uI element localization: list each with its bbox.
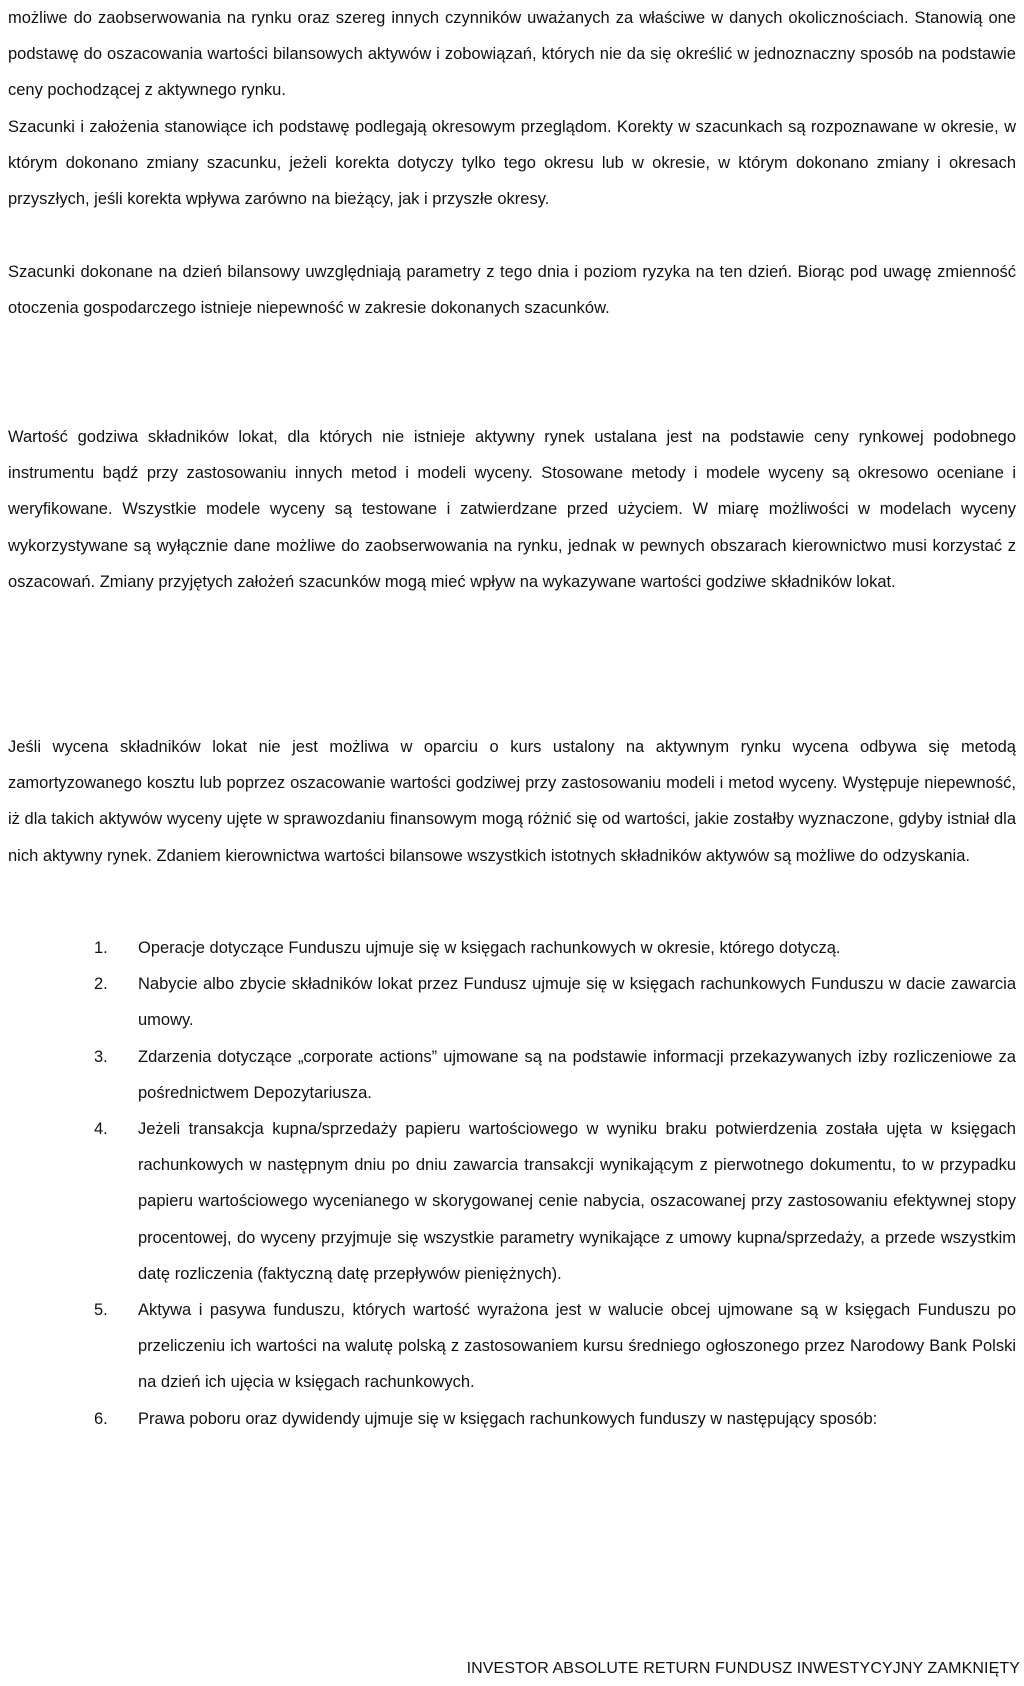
- list-item-text: Jeżeli transakcja kupna/sprzedaży papieru wartościowego w wyniku braku potwierdzenia została ujęta w księgach rachunkowych w następnym dniu po dniu zawarcia transakcji wynikającym z pierwotnego dokumentu, to w przypadku papieru wartościowego wycenianego w skorygowanej cenie nabycia, oszacowanej przy zastosowaniu efektywnej stopy procentowej, do wyceny przyjmuje się wszystkie parametry wynikające z umowy kupna/sprzedaży, a przede wszystkim datę rozliczenia (faktyczną datę przepływów pieniężnych).: [138, 1120, 1016, 1283]
- paragraph-estimates-review: Szacunki i założenia stanowiące ich podstawę podlegają okresowym przeglądom. Korekty w szacunkach są rozpoznawane w okresie, w którym dokonano zmiany szacunku, jeżeli korekta dotyczy tylko tego okresu lub w okresie, w którym dokonano zmiany i okresach przyszłych, jeśli korekta wpływa zarówno na bieżący, jak i przyszłe okresy.: [8, 118, 1016, 209]
- list-item-number: 4.: [94, 1120, 108, 1139]
- list-item: [0, 930, 1024, 966]
- list-item: [0, 1111, 1024, 1292]
- list-item-number: 1.: [94, 939, 108, 957]
- list-item-text: Prawa poboru oraz dywidendy ujmuje się w księgach rachunkowych funduszy w następujący sposób:: [138, 1409, 878, 1428]
- list-item-text: Operacje dotyczące Funduszu ujmuje się w księgach rachunkowych w okresie, którego dotyczą.: [138, 939, 841, 957]
- list-item-number: 2.: [94, 975, 108, 994]
- list-item-text: Zdarzenia dotyczące „corporate actions” ujmowane są na podstawie informacji przekazywanych izby rozliczeniowe za pośrednictwem Depozytariusza.: [138, 1047, 1016, 1102]
- list-item: [0, 1401, 1024, 1437]
- list-item-text: Aktywa i pasywa funduszu, których wartość wyrażona jest w walucie obcej ujmowane są w księgach Funduszu po przeliczeniu ich wartości na walutę polską z zastosowaniem kursu średniego ogłoszonego przez Narodowy Bank Polski na dzień ich ujęcia w księgach rachunkowych.: [138, 1301, 1016, 1392]
- list-item: [0, 1039, 1024, 1111]
- list-item-number: 5.: [94, 1301, 108, 1320]
- list-item: [0, 966, 1024, 1038]
- list-item-number: 3.: [94, 1047, 108, 1066]
- accounting-rules-list: [0, 930, 1024, 1437]
- page-footer: INVESTOR ABSOLUTE RETURN FUNDUSZ INWESTYCYJNY ZAMKNIĘTY: [466, 1660, 1020, 1677]
- paragraph-fair-value-inputs: możliwe do zaobserwowania na rynku oraz szereg innych czynników uważanych za właściwe w danych okolicznościach. Stanowią one podstawę do oszacowania wartości bilansowych aktywów i zobowiązań, których nie da się określić w jednoznaczny sposób na podstawie ceny pochodzącej z aktywnego rynku.: [8, 9, 1016, 100]
- paragraph-valuation-models: Wartość godziwa składników lokat, dla których nie istnieje aktywny rynek ustalana jest na podstawie ceny rynkowej podobnego instrumentu bądź przy zastosowaniu innych metod i modeli wyceny. Stosowane metody i modele wyceny są okresowo oceniane i weryfikowane. Wszystkie modele wyceny są testowane i zatwierdzane przed użyciem. W miarę możliwości w modelach wyceny wykorzystywane są wyłącznie dane możliwe do zaobserwowania na rynku, jednak w pewnych obszarach kierownictwo musi korzystać z oszacowań. Zmiany przyjętych założeń szacunków mogą mieć wpływ na wykazywane wartości godziwe składników lokat.: [8, 428, 1016, 591]
- paragraph-amortized-cost: Jeśli wycena składników lokat nie jest możliwa w oparciu o kurs ustalony na aktywnym rynku wycena odbywa się metodą zamortyzowanego kosztu lub poprzez oszacowanie wartości godziwej przy zastosowaniu modeli i metod wyceny. Występuje niepewność, iż dla takich aktywów wyceny ujęte w sprawozdaniu finansowym mogą różnić się od wartości, jakie zostałby wyznaczone, gdyby istniał dla nich aktywny rynek. Zdaniem kierownictwa wartości bilansowe wszystkich istotnych składników aktywów są możliwe do odzyskania.: [8, 738, 1016, 865]
- list-item-text: Nabycie albo zbycie składników lokat przez Fundusz ujmuje się w księgach rachunkowych Funduszu w dacie zawarcia umowy.: [138, 975, 1016, 1030]
- list-item: [0, 1292, 1024, 1401]
- paragraph-balance-day-estimates: Szacunki dokonane na dzień bilansowy uwzględniają parametry z tego dnia i poziom ryzyka na ten dzień. Biorąc pod uwagę zmienność otoczenia gospodarczego istnieje niepewność w zakresie dokonanych szacunków.: [8, 263, 1016, 318]
- list-item-number: 6.: [94, 1409, 108, 1428]
